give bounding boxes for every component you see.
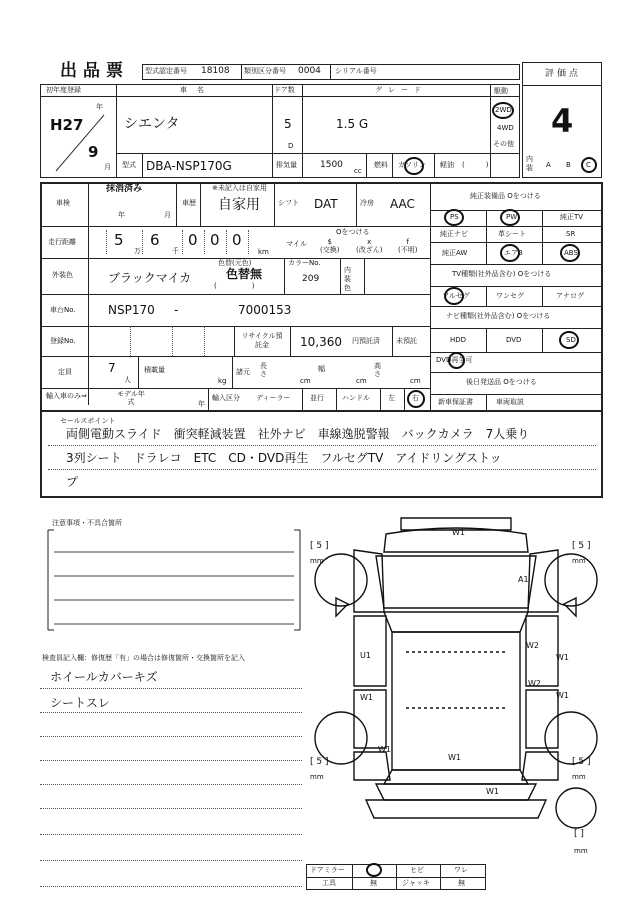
- displacement-label: 排気量: [276, 161, 297, 169]
- year-suffix: 年: [96, 103, 103, 111]
- interior-label: 内装: [526, 155, 533, 172]
- fuel-paren: ( ): [462, 161, 489, 169]
- handle-label: ハンドル: [342, 394, 370, 402]
- drive-2wd-circle: [492, 102, 514, 119]
- cell-jack: ジャッキ: [402, 879, 430, 887]
- interior-color-label: 内装色: [344, 266, 351, 292]
- mark-right-rear-door: W2: [528, 679, 541, 688]
- sales-line-1: 両側電動スライド 衝突軽減装置 社外ナビ 車線逸脱警報 バックカメラ 7人乗り: [66, 427, 530, 441]
- mark-left-door: U1: [360, 651, 371, 660]
- import-label: 輸入車のみ⇒: [46, 392, 87, 400]
- repaint-value: 色替無: [226, 267, 263, 281]
- type-cert-label: 型式認定番号: [145, 67, 187, 75]
- meter-circle-note: Oをつける: [336, 228, 370, 236]
- equip-ps-circle: [444, 209, 464, 226]
- interior-c-circle: [581, 157, 597, 173]
- tire-rl-value: 5: [316, 757, 323, 767]
- serial-label: シリアル番号: [335, 67, 377, 75]
- car-name-label: 車名: [180, 86, 214, 94]
- tv-oneseg: ワンセグ: [496, 292, 524, 300]
- navi-title: ナビ種類(社外品含む) Oをつける: [446, 312, 551, 320]
- sales-label: セールスポイント: [60, 417, 116, 425]
- type-cert-box: [142, 64, 242, 80]
- chassis-prefix: NSP170: [108, 303, 155, 317]
- category-label: 類別区分番号: [244, 67, 286, 75]
- navi-hdd: HDD: [450, 336, 467, 344]
- handle-left: 左: [388, 394, 395, 402]
- equip-abs: ABS: [564, 249, 578, 257]
- import-dealer: ディーラー: [256, 394, 291, 402]
- door-mirror-circle: [366, 863, 382, 877]
- import-parallel: 並行: [310, 394, 324, 402]
- handle-right-circle: [407, 390, 425, 408]
- tire-fr-bracket: [ 5 ]: [572, 541, 591, 551]
- ac-label: 冷房: [360, 199, 374, 207]
- sales-line-2: 3列シート ドラレコ ETC CD・DVD再生 フルセグTV アイドリングストッ: [66, 451, 502, 465]
- color-no-label: カラーNo.: [288, 259, 321, 267]
- door-d: D: [288, 142, 294, 150]
- cell-tools: 工具: [322, 879, 336, 887]
- tire-fl-unit: mm: [310, 557, 324, 565]
- displacement-unit: cc: [354, 167, 362, 175]
- mark-left-rear: W1: [360, 693, 373, 702]
- equip-airbag: エアB: [504, 249, 523, 257]
- shift-label: シフト: [278, 199, 299, 207]
- later-title: 後日発送品 Oをつける: [466, 378, 537, 386]
- category-box: [241, 64, 331, 80]
- car-name: シエンタ: [124, 116, 180, 132]
- drive-4wd: 4WD: [497, 124, 514, 132]
- import-category-label: 輸入区分: [212, 394, 240, 402]
- recycle-label: リサイクル預託金: [241, 332, 283, 349]
- capacity-value: 7: [108, 361, 116, 375]
- drive-2wd: 2WD: [495, 106, 512, 114]
- mark-rear-bumper: W1: [486, 787, 499, 796]
- first-reg-label: 初年度登録: [46, 86, 81, 94]
- equip-sr: SR: [566, 230, 576, 238]
- notes-label: 注意事項・不具合箇所: [52, 519, 122, 527]
- model-year-label: モデル年式: [117, 390, 145, 406]
- inspector-label: 検査員記入欄：修復歴「有」の場合は修復箇所・交換箇所を記入: [42, 654, 245, 662]
- equip-ps: PS: [450, 213, 459, 221]
- cell-break: ワレ: [454, 866, 468, 874]
- mileage-digit-2: 6: [150, 231, 160, 249]
- fuel-label: 燃料: [374, 161, 388, 169]
- inspection-year: 年: [118, 211, 125, 219]
- notes-area: [40, 526, 310, 636]
- cell-door-mirror: ドアミラー: [310, 866, 345, 874]
- tire-spare-bracket: [ ]: [574, 829, 584, 839]
- navi-dvd: DVD: [506, 336, 522, 344]
- note-line-2: シートスレ: [50, 696, 110, 710]
- repaint-paren: ( ): [214, 282, 255, 290]
- drive-label: 駆動: [494, 87, 508, 95]
- equip-aw: 純正AW: [442, 249, 468, 257]
- length-label: 長さ: [260, 362, 267, 378]
- width-unit: cm: [356, 377, 367, 385]
- fuel-diesel: 軽油: [440, 161, 454, 169]
- mileage-digit-5: 0: [232, 231, 242, 249]
- chassis-number: 7000153: [238, 303, 292, 317]
- tv-fullseg-circle: [444, 287, 464, 305]
- tire-fr-unit: mm: [572, 557, 586, 565]
- usage-note: ※未記入は自家用: [212, 184, 267, 192]
- interior-c: C: [586, 161, 591, 169]
- dvd-playback-circle: [448, 352, 465, 369]
- load-unit: kg: [218, 377, 227, 385]
- mileage-sen: 千: [172, 247, 179, 255]
- recycle-status-undeposited: 未預託: [396, 337, 417, 345]
- mileage-unit: km: [258, 248, 269, 256]
- size-label: 諸元: [236, 368, 250, 376]
- capacity-label: 定員: [58, 368, 72, 376]
- equip-pw-circle: [500, 209, 520, 226]
- color-label: 外装色: [52, 271, 73, 279]
- navi-sd-circle: [559, 331, 579, 349]
- tire-rr-bracket: [ 5 ]: [572, 757, 591, 767]
- mark-right-fender: A1: [518, 575, 529, 584]
- tire-fl-bracket: [ 5 ]: [310, 541, 329, 551]
- meter-exchange: $ (交換): [320, 238, 340, 254]
- mark-front-bumper: W1: [452, 528, 465, 537]
- tv-title: TV種類(社外品含む) Oをつける: [452, 270, 552, 278]
- mark-rear: W1: [448, 753, 461, 762]
- cell-tools-value: 無: [370, 879, 377, 887]
- model-label: 型式: [122, 161, 136, 169]
- mark-right-front-door: W2: [526, 641, 539, 650]
- category-value: 0004: [298, 66, 321, 76]
- displacement-value: 1500: [320, 160, 343, 170]
- interior-a: A: [546, 161, 551, 169]
- later-warranty: 新車保証書: [438, 398, 473, 406]
- height-unit: cm: [410, 377, 421, 385]
- equip-navi: 純正ナビ: [440, 230, 468, 238]
- inspection-month: 月: [164, 211, 171, 219]
- color-no-value: 209: [302, 274, 320, 284]
- usage-value: 自家用: [218, 197, 260, 213]
- fuel-gasoline: ガソリン: [398, 161, 426, 169]
- reg-month: 9: [88, 143, 99, 161]
- type-cert-value: 18108: [201, 66, 230, 76]
- tire-fl-value: 5: [316, 541, 323, 551]
- equip-pw: PW: [506, 213, 518, 221]
- cell-crack: ヒビ: [410, 866, 424, 874]
- fuel-gasoline-circle: [404, 157, 424, 175]
- color-value: ブラックマイカ: [108, 271, 192, 285]
- model-value: DBA-NSP170G: [146, 159, 232, 173]
- serial-box: [330, 64, 520, 80]
- interior-b: B: [566, 161, 571, 169]
- equipment-title: 純正装備品 Oをつける: [470, 192, 541, 200]
- sales-line-3: プ: [66, 475, 79, 489]
- tire-rl-bracket: [ 5 ]: [310, 757, 329, 767]
- length-unit: cm: [300, 377, 311, 385]
- doors-label: ドア数: [274, 86, 295, 94]
- tire-fr-value: 5: [578, 541, 585, 551]
- meter-unknown: f (不明): [398, 238, 418, 254]
- recycle-value: 10,360: [300, 335, 342, 349]
- mileage-digit-3: 0: [188, 231, 198, 249]
- score-label: 評価点: [545, 69, 582, 79]
- mark-left-quarter: W1: [378, 745, 391, 754]
- load-label: 積載量: [144, 366, 165, 374]
- era-year: H27: [50, 116, 84, 134]
- shift-value: DAT: [314, 197, 338, 211]
- chassis-label: 車台No.: [50, 306, 76, 314]
- car-diagram: [306, 508, 606, 838]
- equip-airbag-circle: [500, 244, 520, 262]
- repaint-label: 色替(元色): [218, 259, 252, 267]
- navi-sd: SD: [566, 336, 576, 344]
- mileage-digit-1: 5: [114, 231, 124, 249]
- cell-jack-value: 無: [458, 879, 465, 887]
- mark-right-front-door-2: W1: [556, 653, 569, 662]
- mileage-label: 走行距離: [48, 238, 76, 246]
- note-line-1: ホイールカバーキズ: [50, 670, 158, 684]
- drive-other: その他: [493, 140, 514, 148]
- meter-tamper: x (改ざん): [356, 238, 383, 254]
- tv-fullseg: フルセグ: [442, 292, 470, 300]
- equip-leather: 革シート: [498, 230, 526, 238]
- dvd-playback: DVD再生可: [436, 356, 473, 364]
- tire-rr-value: 5: [578, 757, 585, 767]
- later-manual: 車両取説: [496, 398, 524, 406]
- equip-abs-circle: [560, 244, 580, 262]
- score-value: 4: [551, 102, 574, 140]
- chassis-dash: -: [174, 303, 179, 317]
- model-year-unit: 年: [198, 400, 205, 408]
- tv-analog: アナログ: [556, 292, 584, 300]
- inspection-label: 車検: [56, 199, 70, 207]
- form-title: 出品票: [60, 61, 129, 81]
- mileage-man: 万: [134, 247, 141, 255]
- usage-label: 車歴: [182, 199, 196, 207]
- grade-value: 1.5 G: [336, 117, 369, 131]
- width-label: 幅: [318, 365, 325, 373]
- mileage-digit-4: 0: [210, 231, 220, 249]
- recycle-status-deposited: 円預託済: [352, 337, 380, 345]
- handle-right: 右: [412, 394, 419, 402]
- month-suffix: 月: [104, 163, 111, 171]
- ac-value: AAC: [390, 197, 415, 211]
- inspection-value: 抹消済み: [106, 184, 143, 194]
- tire-rr-unit: mm: [572, 773, 586, 781]
- equip-tv: 純正TV: [560, 213, 584, 221]
- reg-no-label: 登録No.: [50, 337, 76, 345]
- tire-rl-unit: mm: [310, 773, 324, 781]
- height-label: 高さ: [374, 362, 381, 378]
- doors-value: 5: [284, 117, 292, 131]
- mile-label: マイル: [286, 240, 307, 248]
- tire-spare-unit: mm: [574, 847, 588, 855]
- mark-right-rear: W1: [556, 691, 569, 700]
- capacity-unit: 人: [124, 376, 131, 384]
- grade-label: グレード: [375, 86, 427, 94]
